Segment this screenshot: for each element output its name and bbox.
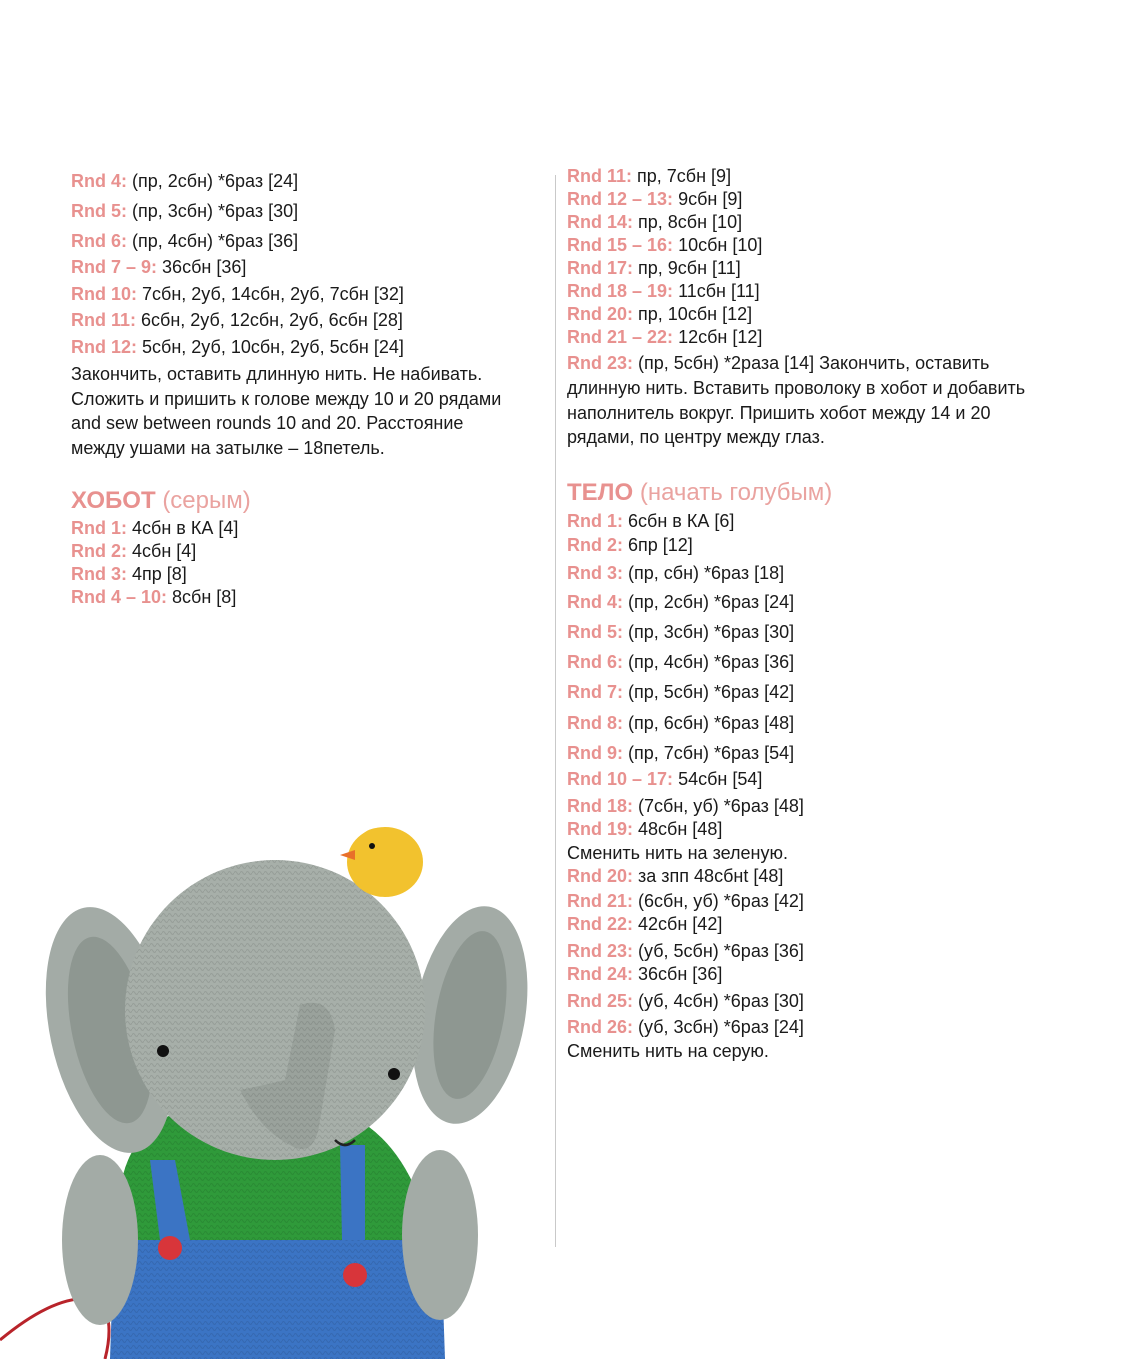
row: Rnd 7: (пр, 5сбн) *6раз [42] — [567, 682, 795, 702]
row: Rnd 21 – 22: 12сбн [12] — [567, 327, 763, 347]
ears-instructions: Закончить, оставить длинную нить. Не набивать. Сложить и пришить к голове между 10 и 20 рядами and sew between rounds 10 and 20. Расстояние между ушами на затылке – 18петель. — [71, 364, 502, 458]
row: Rnd 17: пр, 9сбн [11] — [567, 258, 741, 278]
row: Rnd 21: (6сбн, уб) *6раз [42] — [567, 891, 804, 911]
row: Rnd 20: за зпп 48сбнt [48] — [567, 866, 784, 886]
row: Rnd 10: 7сбн, 2уб, 14сбн, 2уб, 7сбн [32] — [71, 284, 404, 304]
row: Rnd 23: (уб, 5сбн) *6раз [36] — [567, 941, 804, 961]
row: Rnd 20: пр, 10сбн [12] — [567, 304, 753, 324]
row: Rnd 12 – 13: 9сбн [9] — [567, 189, 743, 209]
row: Rnd 2: 4сбн [4] — [71, 541, 197, 561]
row: Rnd 4: (пр, 2сбн) *6раз [24] — [71, 171, 299, 191]
row: Rnd 14: пр, 8сбн [10] — [567, 212, 743, 232]
row: Rnd 19: 48сбн [48] — [567, 819, 723, 839]
elephant-toy-photo — [0, 600, 560, 1359]
row: Rnd 1: 4сбн в КА [4] — [71, 518, 239, 538]
row: Rnd 8: (пр, 6сбн) *6раз [48] — [567, 713, 795, 733]
row: Rnd 5: (пр, 3сбн) *6раз [30] — [71, 201, 299, 221]
row: Rnd 5: (пр, 3сбн) *6раз [30] — [567, 622, 795, 642]
row: Rnd 11: 6сбн, 2уб, 12сбн, 2уб, 6сбн [28] — [71, 310, 403, 330]
row: Rnd 25: (уб, 4сбн) *6раз [30] — [567, 991, 804, 1011]
row: Rnd 3: 4пр [8] — [71, 564, 187, 584]
row: Rnd 9: (пр, 7сбн) *6раз [54] — [567, 743, 795, 763]
row: Rnd 26: (уб, 3сбн) *6раз [24] — [567, 1017, 804, 1037]
row: Rnd 15 – 16: 10сбн [10] — [567, 235, 763, 255]
row: Rnd 22: 42сбн [42] — [567, 914, 723, 934]
row: Rnd 23: (пр, 5сбн) *2раза [14] Закончить, оставить — [567, 353, 990, 373]
section-heading-trunk: ХОБОТ (серым) — [71, 487, 251, 514]
row: Rnd 18: (7сбн, уб) *6раз [48] — [567, 796, 804, 816]
trunk-instructions: длинную нить. Вставить проволоку в хобот и добавить наполнитель вокруг. Пришить хобот между 14 и 20 рядами, по центру между глаз. — [567, 378, 1026, 447]
row: Rnd 4 – 10: 8сбн [8] — [71, 587, 237, 607]
row: Rnd 6: (пр, 4сбн) *6раз [36] — [71, 231, 299, 251]
button-left — [158, 1236, 182, 1260]
note-change-grey: Сменить нить на серую. — [567, 1041, 769, 1061]
row: Rnd 1: 6сбн в КА [6] — [567, 511, 735, 531]
row: Rnd 3: (пр, сбн) *6раз [18] — [567, 563, 785, 583]
row: Rnd 12: 5сбн, 2уб, 10сбн, 2уб, 5сбн [24] — [71, 337, 404, 357]
row: Rnd 24: 36сбн [36] — [567, 964, 723, 984]
row: Rnd 2: 6пр [12] — [567, 535, 693, 555]
row: Rnd 18 – 19: 11сбн [11] — [567, 281, 760, 301]
row: Rnd 7 – 9: 36сбн [36] — [71, 257, 247, 277]
note-change-green: Сменить нить на зеленую. — [567, 843, 788, 863]
row: Rnd 10 – 17: 54сбн [54] — [567, 769, 763, 789]
button-right — [343, 1263, 367, 1287]
row: Rnd 6: (пр, 4сбн) *6раз [36] — [567, 652, 795, 672]
row: Rnd 4: (пр, 2сбн) *6раз [24] — [567, 592, 795, 612]
row: Rnd 11: пр, 7сбн [9] — [567, 166, 732, 186]
section-heading-body: ТЕЛО (начать голубым) — [567, 479, 833, 506]
